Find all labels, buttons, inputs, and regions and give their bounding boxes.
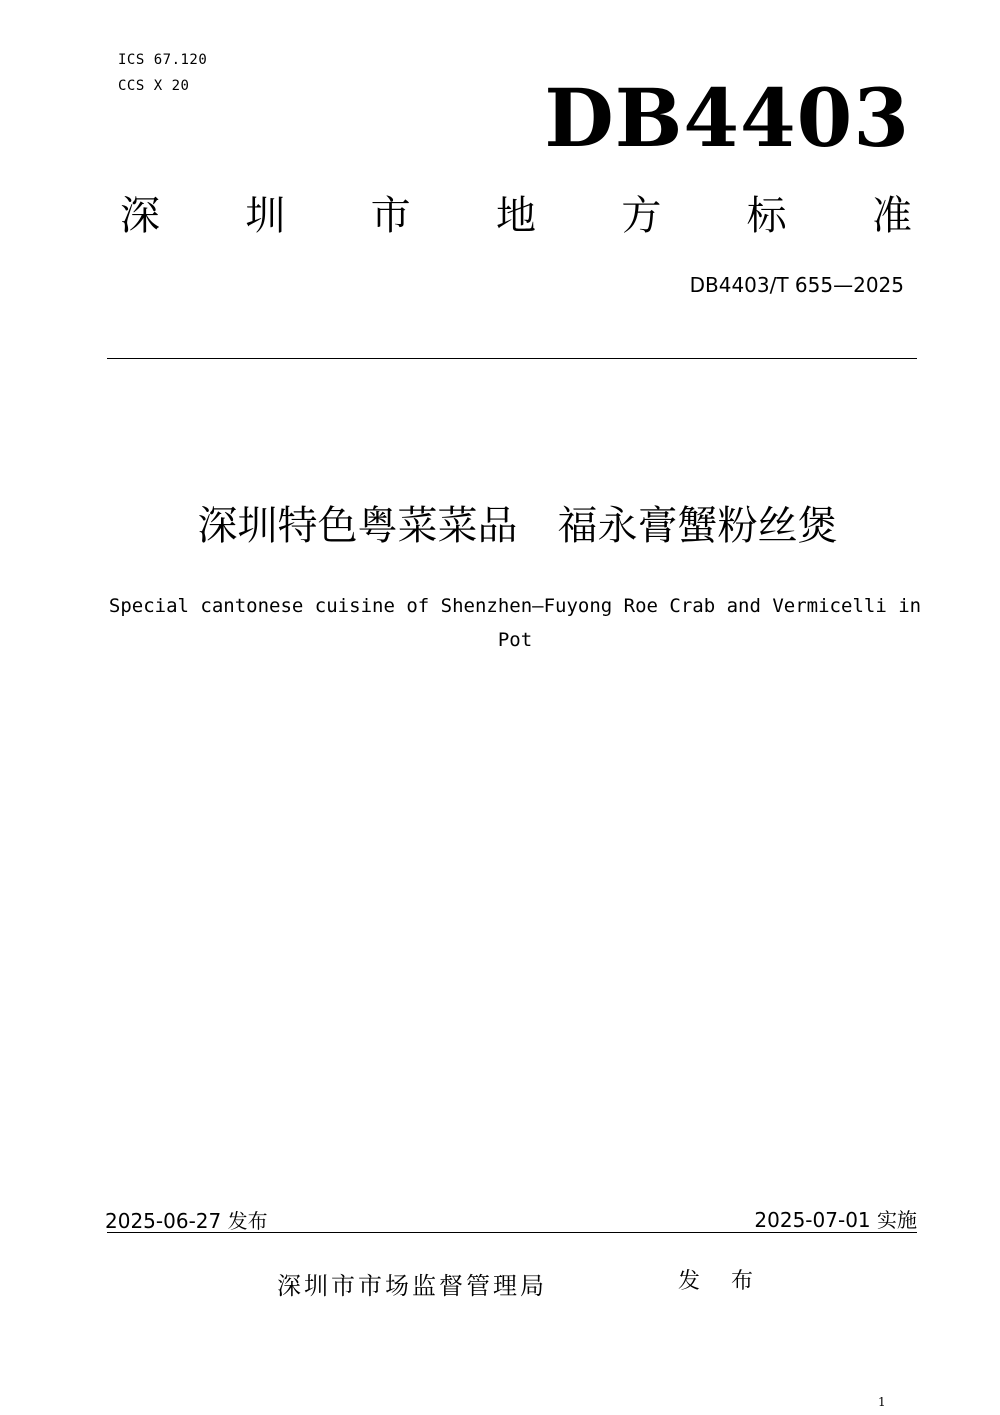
standard-type-title: [120, 193, 912, 239]
release-date: 2025-06-27 发布: [105, 1209, 268, 1233]
standard-type-char: 圳: [245, 193, 286, 239]
standard-type-char: 方: [621, 193, 662, 239]
page-number: 1: [878, 1395, 886, 1409]
issue-label: 发 布: [678, 1269, 765, 1294]
standard-type-char: 地: [495, 193, 536, 239]
standard-number: DB4403/T 655—2025: [689, 273, 904, 297]
db-code-logo: DB4403: [544, 71, 910, 165]
bottom-divider: [107, 1232, 917, 1233]
document-title-chinese: 深圳特色粤菜菜品 福永膏蟹粉丝煲: [197, 503, 838, 549]
top-divider: [107, 358, 917, 359]
standard-type-char: 准: [871, 193, 912, 239]
ccs-code: CCS X 20: [118, 78, 190, 94]
document-title-english: Special cantonese cuisine of Shenzhen—Fuyong Roe Crab and Vermicelli in Pot: [108, 595, 922, 651]
effective-date: 2025-07-01 实施: [754, 1208, 917, 1232]
standard-type-char: 深: [120, 193, 160, 239]
issuing-authority: 深圳市市场监督管理局: [277, 1272, 547, 1300]
standard-type-char: 标: [746, 193, 787, 239]
ics-code: ICS 67.120: [118, 52, 208, 68]
standard-type-char: 市: [370, 193, 411, 239]
